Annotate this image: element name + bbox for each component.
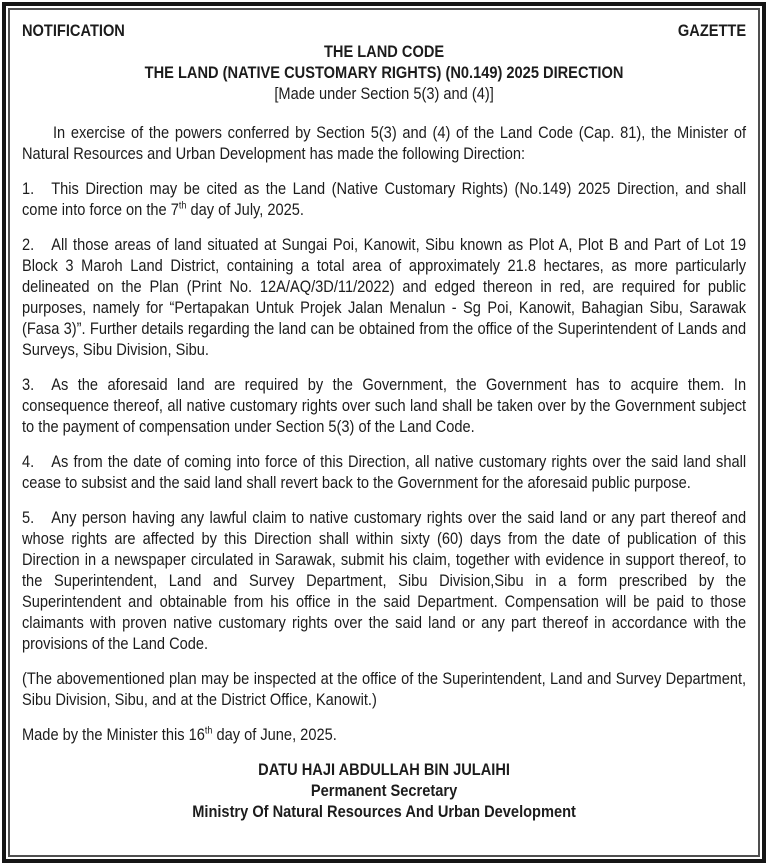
clause-4 bbox=[22, 451, 746, 493]
signatory-name: DATU HAJI ABDULLAH BIN JULAIHI bbox=[258, 760, 510, 779]
notice-inner-frame bbox=[8, 8, 760, 857]
clause-3-text: As the aforesaid land are required by the Government, the Government has to acquire them. In consequence thereof, all native customary rights over such land shall be taken over by the Government subject to the payment of compensation under Section 5(3) of the Land Code. bbox=[22, 375, 747, 436]
made-by-line bbox=[22, 724, 746, 745]
clause-1-text: This Direction may be cited as the Land (Native Customary Rights) (No.149) 2025 Direction, and shall come into force on the 7 bbox=[22, 179, 747, 219]
signature-block bbox=[22, 759, 746, 822]
clause-5-text: Any person having any lawful claim to native customary rights over the said land or any part thereof and whose rights are affected by this Direction shall within sixty (60) days from the date of publication of this Direction in a newspaper circulated in Sarawak, submit his claim, together with evidence in support thereof, to the Superintendent, Land and Survey Department, Sibu Division,Sibu in a form prescribed by the Superintendent and obtainable from his office in the said Department. Compensation will be paid to those claimants with proven native customary rights over the said land or any part thereof in accordance with the provisions of the Land Code. bbox=[22, 508, 747, 653]
clause-1-ordinal-suffix: th bbox=[178, 199, 187, 212]
made-by-text: Made by the Minister this 16 bbox=[22, 725, 205, 744]
document-title: THE LAND CODE bbox=[323, 42, 445, 61]
notification-label: NOTIFICATION bbox=[22, 21, 125, 40]
gazette-label: GAZETTE bbox=[677, 21, 747, 40]
intro-paragraph: In exercise of the powers conferred by Section 5(3) and (4) of the Land Code (Cap. 81), the Minister of Natural Resources and Urban Development has made the following Direction: bbox=[22, 123, 747, 163]
direction-title: THE LAND (NATIVE CUSTOMARY RIGHTS) (N0.149) 2025 DIRECTION bbox=[144, 63, 624, 82]
clause-2-number: 2. bbox=[22, 235, 35, 254]
clause-4-text: As from the date of coming into force of this Direction, all native customary rights over the said land shall cease to subsist and the said land shall revert back to the Government for the aforesaid public purpose. bbox=[22, 452, 747, 492]
clause-4-number: 4. bbox=[22, 452, 35, 471]
clause-3 bbox=[22, 374, 746, 437]
signatory-title: Permanent Secretary bbox=[310, 781, 458, 800]
clause-1 bbox=[22, 178, 746, 220]
made-by-ordinal-suffix: th bbox=[204, 724, 213, 737]
clause-2-text: All those areas of land situated at Sungai Poi, Kanowit, Sibu known as Plot A, Plot B and Part of Lot 19 Block 3 Maroh Land District, containing a total area of approximately 21.8 hectares, as more particularly delineated on the Plan (Print No. 12A/AQ/3D/11/2022) and edged thereon in red, are required for public purposes, namely for “Pertapakan Untuk Projek Jalan Menalun - Sg Poi, Kanowit, Bahagian Sibu, Sarawak (Fasa 3)”. Further details regarding the land can be obtained from the office of the Superintendent of Lands and Surveys, Sibu Division, Sibu. bbox=[22, 235, 747, 359]
clause-5-number: 5. bbox=[22, 508, 35, 527]
notice-header bbox=[22, 20, 746, 41]
clause-1-number: 1. bbox=[22, 179, 35, 198]
clause-1-text-end: day of July, 2025. bbox=[186, 200, 304, 219]
notice-content bbox=[22, 20, 746, 822]
made-by-text-end: day of June, 2025. bbox=[212, 725, 337, 744]
clause-3-number: 3. bbox=[22, 375, 35, 394]
clause-2 bbox=[22, 234, 746, 360]
signatory-ministry: Ministry Of Natural Resources And Urban Development bbox=[192, 802, 576, 821]
gazette-notice-page bbox=[2, 2, 766, 863]
clause-5 bbox=[22, 507, 746, 654]
plan-inspection-note: (The abovementioned plan may be inspected at the office of the Superintendent, Land and Survey Department, Sibu Division, Sibu, and at the District Office, Kanowit.) bbox=[22, 669, 747, 709]
title-block bbox=[22, 41, 746, 104]
made-under-line: [Made under Section 5(3) and (4)] bbox=[274, 84, 494, 103]
